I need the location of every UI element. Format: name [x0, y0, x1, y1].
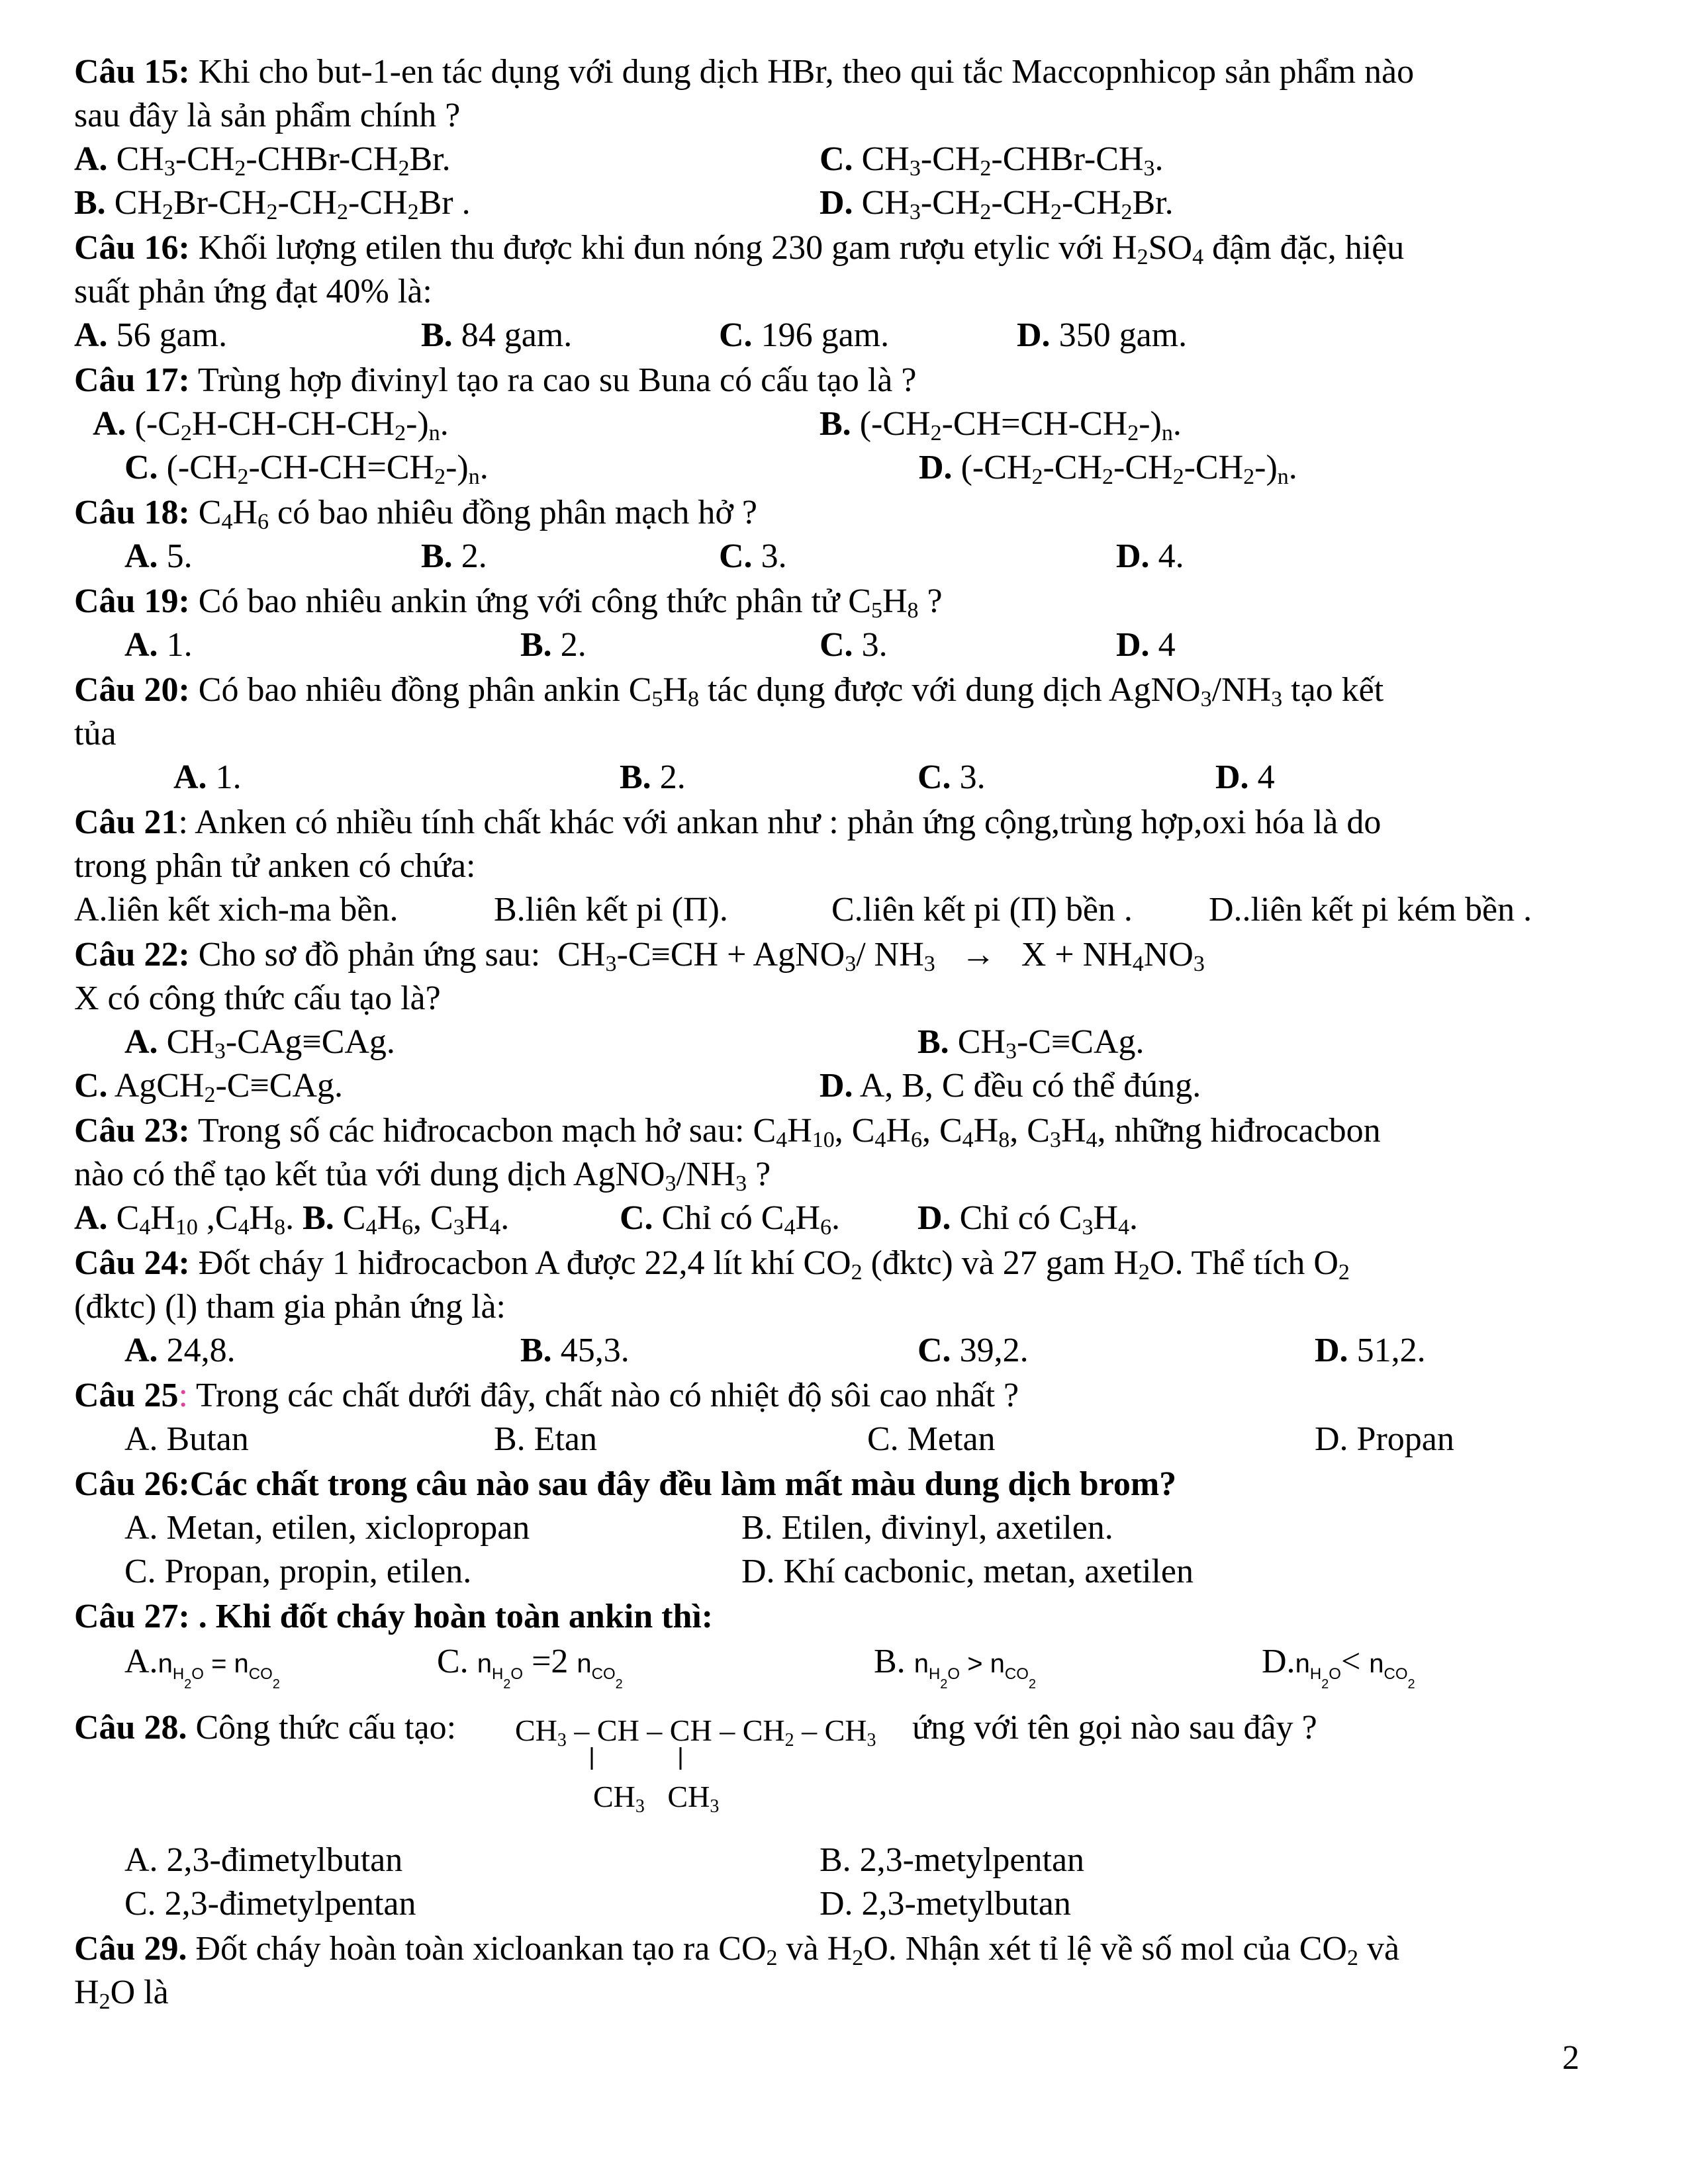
q26-option-a: A. Metan, etilen, xiclopropan	[124, 1509, 530, 1547]
q24-label: Câu 24:	[74, 1244, 190, 1282]
q29-line1: Câu 29. Đốt cháy hoàn toàn xicloankan tạo ra $CO_2$ và $H_2O$. Nhận xét tỉ lệ về số mol của $CO_2$ và	[74, 1930, 1400, 1970]
q16-option-b: B. 84 gam.	[421, 316, 573, 354]
q28-line1: Câu 28. Công thức cấu tạo:	[74, 1709, 457, 1747]
q27-option-c: C. $n_{H_2O} =2$ $n_{CO_2}$	[437, 1643, 623, 1692]
q28-text-end: ứng với tên gọi nào sau đây ?	[912, 1709, 1317, 1747]
q23-line1: Câu 23: Trong số các hiđrocacbon mạch hở sau: $C_4H_{10}$, $C_4H_6$, $C_4H_8$, $C_3H_4$, những hiđrocacbon	[74, 1112, 1381, 1152]
q28-branch-bonds	[583, 1747, 715, 1780]
q24-option-d: D. 51,2.	[1315, 1332, 1426, 1369]
q19-line1: Câu 19: Có bao nhiêu ankin ứng với công thức phân tử $C_5H_8$ ?	[74, 582, 943, 623]
q27-line1: Câu 27: . Khi đốt cháy hoàn toàn ankin thì:	[74, 1598, 714, 1635]
q20-line1: Câu 20: Có bao nhiêu đồng phân ankin $C_5H_8$ tác dụng được với dung dịch $AgNO_3/NH_3$ tạo kết	[74, 671, 1384, 711]
q24-option-c: C. 39,2.	[917, 1332, 1029, 1369]
q21-line1: Câu 21: Anken có nhiều tính chất khác với ankan như : phản ứng cộng,trùng hợp,oxi hóa là do	[74, 803, 1382, 841]
q22-option-a: A. $CH_3-CAg\equiv CAg$.	[124, 1023, 395, 1064]
q21-line2: trong phân tử anken có chứa:	[74, 847, 476, 885]
q15-text1: Khi cho but-1-en tác dụng với dung dịch HBr, theo qui tắc Maccopnhicop sản phẩm nào	[189, 53, 1415, 91]
q16-line2: suất phản ứng đạt 40% là:	[74, 273, 432, 310]
q17-option-b: B. $(-CH_2-CH=CH-CH_2-)_n$.	[820, 405, 1182, 445]
q19-option-d: D. 4	[1116, 626, 1176, 664]
q17-line1: Câu 17: Trùng hợp đivinyl tạo ra cao su Buna có cấu tạo là ?	[74, 361, 917, 399]
q26-option-b: B. Etilen, đivinyl, axetilen.	[741, 1509, 1113, 1547]
q21-label: Câu 21	[74, 803, 179, 841]
q19-option-c: C. 3.	[820, 626, 888, 664]
q16-option-d: D. 350 gam.	[1017, 316, 1188, 354]
q23-option-d: D. Chỉ có $C_3H_4$.	[917, 1199, 1139, 1240]
q18-line1: Câu 18: $C_4H_6$ có bao nhiêu đồng phân mạch hở ?	[74, 494, 757, 534]
q23-options-ab: A. $C_4H_{10}$ $,C_4H_8$. B. $C_4H_6$, $C_3H_4$.	[74, 1199, 510, 1240]
q23-line2: nào có thể tạo kết tủa với dung dịch $AgNO_3/NH_3$ ?	[74, 1156, 771, 1196]
q23-label: Câu 23:	[74, 1112, 190, 1150]
q19-label: Câu 19:	[74, 582, 190, 620]
q28-option-b: B. 2,3-metylpentan	[820, 1841, 1085, 1879]
q22-option-c: C. AgCH$_2$-C≡CAg.	[74, 1067, 344, 1107]
q29-label: Câu 29.	[74, 1930, 187, 1968]
q26-option-d: D. Khí cacbonic, metan, axetilen	[741, 1553, 1194, 1590]
q26-option-c: C. Propan, propin, etilen.	[124, 1553, 472, 1590]
q21-option-d: D..liên kết pi kém bền .	[1209, 891, 1532, 929]
q22-label: Câu 22:	[74, 936, 190, 974]
q20-option-a: A. 1.	[173, 758, 242, 796]
q25-line1: Câu 25: Trong các chất dưới đây, chất nào có nhiệt độ sôi cao nhất ?	[74, 1377, 1019, 1414]
q19-option-a: A. 1.	[124, 626, 193, 664]
q15-option-c: C. $CH_3-CH_2-CHBr-CH_3$.	[820, 140, 1164, 181]
q21-option-c: C.liên kết pi (Π) bền .	[831, 891, 1133, 929]
q25-label: Câu 25	[74, 1377, 179, 1414]
q25-option-b: B. Etan	[494, 1420, 597, 1458]
q20-label: Câu 20:	[74, 671, 190, 709]
q17-option-a: A. $(-C_2H-CH-CH-CH_2-)_n$.	[93, 405, 449, 445]
q24-line1: Câu 24: Đốt cháy 1 hiđrocacbon A được 22,4 lít khí $CO_2$ (đktc) và 27 gam $H_2O$. Thể tích $O_2$	[74, 1244, 1350, 1285]
q29-line2: $H_2O$ là	[74, 1974, 169, 2014]
q26-line1: Câu 26:Các chất trong câu nào sau đây đều làm mất màu dung dịch brom?	[74, 1465, 1177, 1503]
q17-option-c: C. $(-CH_2-CH-CH=CH_2-)_n$.	[124, 449, 489, 489]
q24-option-a: A. 24,8.	[124, 1332, 236, 1369]
q18-option-a: A. 5.	[124, 537, 193, 575]
q16-label: Câu 16:	[74, 229, 190, 267]
q27-option-a: $A.n_{H_2O} = n_{CO_2}$	[124, 1643, 280, 1692]
q22-option-b: B. $CH_3-C\equiv CAg$.	[917, 1023, 1145, 1064]
q28-option-d: D. 2,3-metylbutan	[820, 1885, 1071, 1923]
q16-option-c: C. 196 gam.	[719, 316, 890, 354]
q20-option-c: C. 3.	[917, 758, 986, 796]
q25-option-a: A. Butan	[124, 1420, 249, 1458]
q15-label: Câu 15:	[74, 53, 190, 91]
q20-option-b: B. 2.	[620, 758, 686, 796]
q28-option-a: A. 2,3-đimetylbutan	[124, 1841, 403, 1879]
q18-option-c: C. 3.	[719, 537, 787, 575]
q15-option-d: D. $CH_3-CH_2-CH_2-CH_2Br$.	[820, 184, 1174, 224]
q18-label: Câu 18:	[74, 494, 190, 531]
q15-option-b: B. $CH_2Br-CH_2-CH_2-CH_2Br$ .	[74, 184, 471, 224]
q23-option-c: C. Chỉ có $C_4H_6$.	[620, 1199, 841, 1240]
q28-structural-formula: $CH_3$ – CH – CH – $CH_2 - CH_3$	[515, 1713, 876, 1751]
q19-option-b: B. 2.	[520, 626, 586, 664]
page-number: 2	[1562, 2039, 1579, 2077]
q22-option-d: D. A, B, C đều có thể đúng.	[820, 1067, 1201, 1105]
q18-option-d: D. 4.	[1116, 537, 1184, 575]
q24-line2: (đktc) (l) tham gia phản ứng là:	[74, 1288, 506, 1326]
q28-label: Câu 28.	[74, 1709, 187, 1747]
q15-option-a: A. $CH_3-CH_2-CHBr-CH_2Br$.	[74, 140, 451, 181]
q20-option-d: D. 4	[1215, 758, 1275, 796]
q20-line2: tủa	[74, 715, 117, 752]
q15-line1	[74, 52, 1414, 93]
q22-line1: Câu 22: Cho sơ đồ phản ứng sau: $CH_3-C\equiv CH$ + AgNO$_3$/ $NH_3 \to X + NH_4NO_3$	[74, 936, 1205, 976]
q28-option-c: C. 2,3-đimetylpentan	[124, 1885, 416, 1923]
q28-branches: $CH_3$ $CH_3$	[593, 1780, 720, 1817]
q16-option-a: A. 56 gam.	[74, 316, 228, 354]
q18-option-b: B. 2.	[421, 537, 487, 575]
q27-option-b: B. $n_{H_2O} > n_{CO_2}$	[874, 1643, 1037, 1692]
q22-line2: X có công thức cấu tạo là?	[74, 979, 441, 1017]
q25-option-d: D. Propan	[1315, 1420, 1454, 1458]
q16-line1: Câu 16: Khối lượng etilen thu được khi đun nóng 230 gam rượu etylic với $H_2SO_4$ đậm đặc, hiệu	[74, 229, 1405, 269]
q17-label: Câu 17:	[74, 361, 190, 399]
q27-option-d: $D.n_{H_2O}< n_{CO_2}$	[1262, 1643, 1415, 1692]
q21-option-b: B.liên kết pi (Π).	[494, 891, 728, 929]
q21-option-a: A.liên kết xich-ma bền.	[74, 891, 399, 929]
q15-line2: sau đây là sản phẩm chính ?	[74, 97, 461, 134]
q17-option-d: D. $(-CH_2-CH_2-CH_2-CH_2-)_n$.	[919, 449, 1297, 489]
q24-option-b: B. 45,3.	[520, 1332, 630, 1369]
q25-option-c: C. Metan	[867, 1420, 996, 1458]
